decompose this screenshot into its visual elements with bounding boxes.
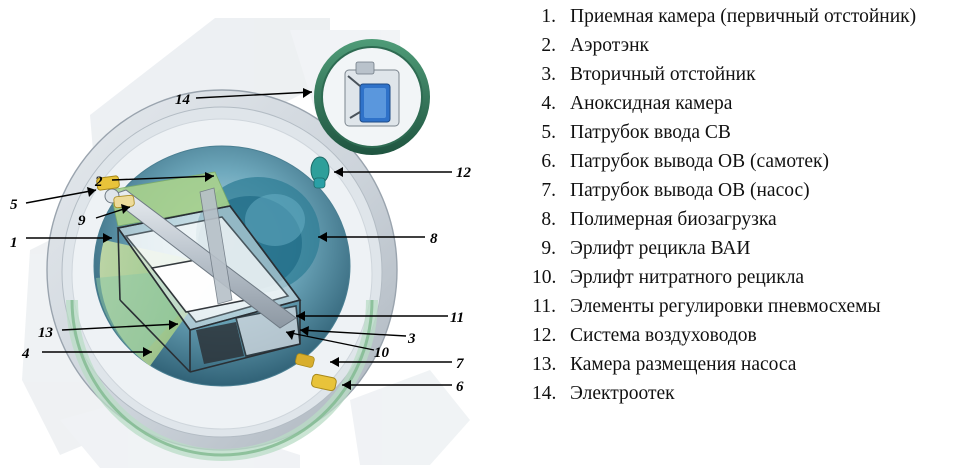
legend-label: Камера размещения насоса [570, 354, 797, 375]
legend-label: Аэротэнк [570, 35, 649, 56]
list-item [532, 205, 970, 234]
legend-label: Система воздуховодов [570, 325, 757, 346]
callout-8: 8 [430, 231, 438, 247]
list-item [532, 147, 970, 176]
callout-5: 5 [10, 197, 18, 213]
legend-number: 3. [541, 64, 556, 85]
callout-2: 2 [95, 174, 103, 190]
callout-10: 10 [374, 345, 389, 361]
list-item [532, 292, 970, 321]
legend-label: Аноксидная камера [570, 93, 733, 114]
legend-number: 13. [532, 354, 557, 375]
legend-label: Эрлифт рецикла ВАИ [570, 238, 751, 259]
legend-label: Вторичный отстойник [570, 64, 756, 85]
legend-number: 4. [541, 93, 556, 114]
list-item [532, 89, 970, 118]
callout-11: 11 [450, 310, 465, 326]
legend-list [532, 0, 970, 472]
legend-number: 14. [532, 383, 557, 404]
legend-label: Патрубок вывода ОВ (насос) [570, 180, 810, 201]
legend-number: 6. [541, 151, 556, 172]
legend-number: 5. [541, 122, 556, 143]
callout-6: 6 [456, 379, 464, 395]
callout-14: 14 [175, 92, 190, 108]
legend-label: Полимерная биозагрузка [570, 209, 777, 230]
legend-number: 12. [532, 325, 557, 346]
list-item [532, 31, 970, 60]
callout-13: 13 [38, 325, 53, 341]
list-item [532, 2, 970, 31]
list-item [532, 118, 970, 147]
list-item [532, 321, 970, 350]
legend-number: 2. [541, 35, 556, 56]
callout-9: 9 [78, 213, 86, 229]
legend-label: Эрлифт нитратного рецикла [570, 267, 805, 288]
legend-label: Приемная камера (первичный отстойник) [570, 6, 917, 27]
legend-number: 10. [532, 267, 557, 288]
legend-number: 1. [541, 6, 556, 27]
legend-label: Патрубок вывода ОВ (самотек) [570, 151, 830, 172]
callout-3: 3 [408, 331, 416, 347]
legend-number: 8. [541, 209, 556, 230]
legend-number: 7. [541, 180, 556, 201]
inset-detail-electro [314, 39, 430, 155]
list-item [532, 350, 970, 379]
list-item [532, 60, 970, 89]
list-item [532, 263, 970, 292]
callout-4: 4 [22, 346, 30, 362]
callout-7: 7 [456, 356, 464, 372]
legend-label: Патрубок ввода СВ [570, 122, 731, 143]
list-item [532, 234, 970, 263]
callout-12: 12 [456, 165, 471, 181]
callout-1: 1 [10, 235, 18, 251]
list-item [532, 176, 970, 205]
legend-label: Элементы регулировки пневмосхемы [570, 296, 881, 317]
legend-number: 9. [541, 238, 556, 259]
legend-label: Электроотек [570, 383, 675, 404]
legend-number: 11. [532, 296, 556, 317]
list-item [532, 379, 970, 408]
